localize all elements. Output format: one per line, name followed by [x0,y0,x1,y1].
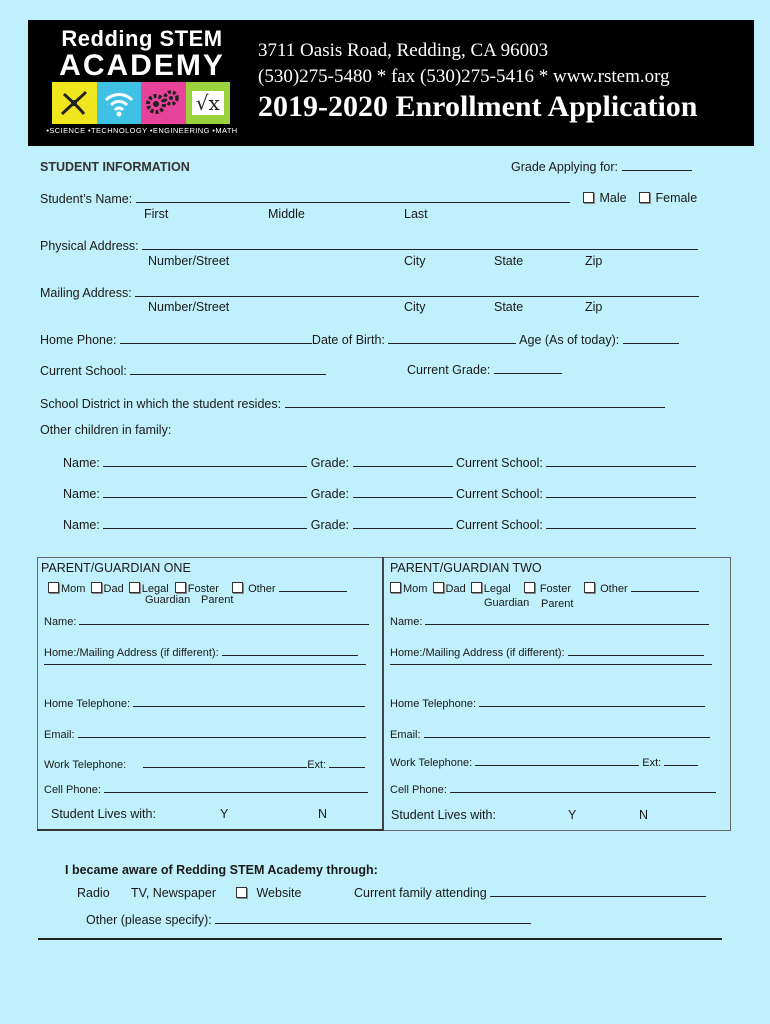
sibling-grade-label: Grade: [310,518,350,532]
ext-label: Ext: [307,759,327,771]
foster-label: Foster [539,583,571,595]
female-label: Female [655,191,698,205]
first-label: First [144,207,169,221]
sibling-grade-label: Grade: [310,456,350,470]
guardian-one-yes-option[interactable]: Y [220,807,229,821]
guardian-label: Guardian [484,597,530,609]
cell-label: Cell Phone: [44,784,101,796]
current-grade-label: Current Grade: [407,363,491,377]
student-name-field[interactable] [40,191,570,206]
sibling-grade-label: Grade: [310,487,350,501]
current-school-field[interactable] [40,363,326,378]
guardian-two-name-field[interactable] [390,613,709,628]
checkbox-icon [91,582,102,593]
guardian-two-yes-option[interactable]: Y [568,808,577,822]
number-street-label: Number/Street [148,254,230,268]
math-symbol-icon [186,82,231,124]
guardian-one-address-field[interactable] [44,644,358,659]
header-banner [28,20,754,146]
guardian-two-cell-field[interactable] [390,781,716,796]
guardian-two-no-option[interactable]: N [639,808,649,822]
grade-applying-field[interactable] [511,159,692,174]
checkbox-icon [471,582,482,593]
parent-label: Parent [541,598,574,610]
checkbox-icon [639,192,650,203]
checkbox-icon [390,582,401,593]
address-label: Home:/Mailing Address (if different): [390,647,565,659]
school-district-field[interactable] [40,396,665,411]
radio-option[interactable]: Radio [77,886,110,900]
checkbox-icon [232,582,243,593]
website-option[interactable] [236,886,301,900]
mom-label: Mom [403,583,428,595]
sibling-name-label: Name: [63,518,100,532]
other-label: Other [248,583,276,595]
foster-label: Foster [187,583,219,595]
email-label: Email: [44,729,75,741]
dad-label: Dad [445,583,466,595]
checkbox-icon [129,582,140,593]
website-label: Website [256,886,302,900]
page-title: 2019-2020 Enrollment Application [258,90,698,123]
city-label: City [404,300,426,314]
mailing-address-field[interactable] [40,285,699,300]
city-label: City [404,254,426,268]
sibling-name-label: Name: [63,487,100,501]
mailing-address-label: Mailing Address: [40,286,132,300]
tv-newspaper-option[interactable]: TV, Newspaper [131,886,216,900]
logo-title: Redding STEM [61,26,223,51]
wifi-icon [97,82,142,124]
logo-tagline: •SCIENCE •TECHNOLOGY •ENGINEERING •MATH [46,126,238,135]
legal-label: Legal [483,583,511,595]
contact-line: (530)275-5480 * fax (530)275-5416 * www.rstem.org [258,66,670,87]
legal-label: Legal [141,583,169,595]
address-line: 3711 Oasis Road, Redding, CA 96003 [258,40,549,61]
guardian-one-title: PARENT/GUARDIAN ONE [41,561,191,575]
zip-label: Zip [585,254,603,268]
grade-applying-label: Grade Applying for: [511,160,619,174]
address-label: Home:/Mailing Address (if different): [44,647,219,659]
parent-label: Parent [201,594,234,606]
dna-icon [52,82,97,124]
guardian-one-address-line2[interactable] [44,664,366,665]
guardian-two-title: PARENT/GUARDIAN TWO [390,561,542,575]
male-checkbox[interactable] [583,191,627,205]
other-children-label: Other children in family: [40,423,172,437]
state-label: State [494,254,524,268]
current-family-label: Current family attending [354,886,487,900]
guardian-two-work-tel-field[interactable] [390,754,698,769]
math-symbol: √x [192,91,224,115]
checkbox-icon [236,887,247,898]
ext-label: Ext: [642,757,662,769]
dad-label: Dad [103,583,124,595]
guardian-two-email-field[interactable] [390,726,710,741]
guardian-bottom-rule [37,829,383,831]
cell-label: Cell Phone: [390,784,447,796]
other-specify-label: Other (please specify): [86,913,212,927]
number-street-label: Number/Street [148,300,230,314]
guardian-one-email-field[interactable] [44,726,366,741]
student-name-label: Student’s Name: [40,192,133,206]
guardian-two-address-field[interactable] [390,644,704,659]
home-phone-field[interactable] [40,332,679,347]
other-label: Other [600,583,628,595]
sibling-row[interactable] [63,455,696,470]
checkbox-icon [583,192,594,203]
physical-address-field[interactable] [40,238,698,253]
physical-address-label: Physical Address: [40,239,139,253]
guardian-divider [382,557,384,831]
guardian-one-lives-with-label: Student Lives with: [51,807,156,821]
home-tel-label: Home Telephone: [390,698,477,710]
female-checkbox[interactable] [639,191,697,205]
guardian-one-cell-field[interactable] [44,781,368,796]
last-label: Last [404,207,428,221]
home-phone-label: Home Phone: [40,333,117,347]
checkbox-icon [524,582,535,593]
checkbox-icon [175,582,186,593]
work-tel-label: Work Telephone: [390,757,473,769]
name-label: Name: [390,616,423,628]
email-label: Email: [390,729,421,741]
guardian-one-work-tel-field[interactable] [44,756,365,771]
mom-label: Mom [61,583,86,595]
current-family-field[interactable] [354,885,706,900]
guardian-one-name-field[interactable] [44,613,369,628]
guardian-two-relationship[interactable] [390,580,699,595]
checkbox-icon [584,582,595,593]
current-school-label: Current School: [40,364,127,378]
guardian-two-lives-with-label: Student Lives with: [391,808,496,822]
sibling-school-label: Current School: [455,518,543,532]
middle-label: Middle [268,207,305,221]
sibling-name-label: Name: [63,456,100,470]
guardian-two-address-line2[interactable] [390,664,712,665]
checkbox-icon [433,582,444,593]
gears-icon [141,82,186,124]
male-label: Male [599,191,627,205]
school-district-label: School District in which the student resides: [40,397,282,411]
age-label: Age (As of today): [519,333,620,347]
guardian-two-home-tel-field[interactable] [390,695,705,710]
logo-subtitle: ACADEMY [59,49,225,82]
section-title-student: STUDENT INFORMATION [40,160,190,174]
current-grade-field[interactable] [407,362,562,377]
state-label: State [494,300,524,314]
guardian-one-home-tel-field[interactable] [44,695,365,710]
guardian-one-relationship[interactable] [48,580,347,595]
guardian-one-no-option[interactable]: N [318,807,328,821]
home-tel-label: Home Telephone: [44,698,131,710]
work-tel-label: Work Telephone: [44,759,127,771]
name-label: Name: [44,616,77,628]
sibling-row[interactable] [63,517,696,532]
sibling-school-label: Current School: [455,456,543,470]
zip-label: Zip [585,300,603,314]
sibling-row[interactable] [63,486,696,501]
dob-label: Date of Birth: [311,333,385,347]
guardian-label: Guardian [145,594,191,606]
logo-tiles [52,82,230,124]
awareness-title: I became aware of Redding STEM Academy through: [65,863,378,877]
other-specify-field[interactable] [86,912,531,927]
sibling-school-label: Current School: [455,487,543,501]
checkbox-icon [48,582,59,593]
bottom-rule [38,938,722,940]
